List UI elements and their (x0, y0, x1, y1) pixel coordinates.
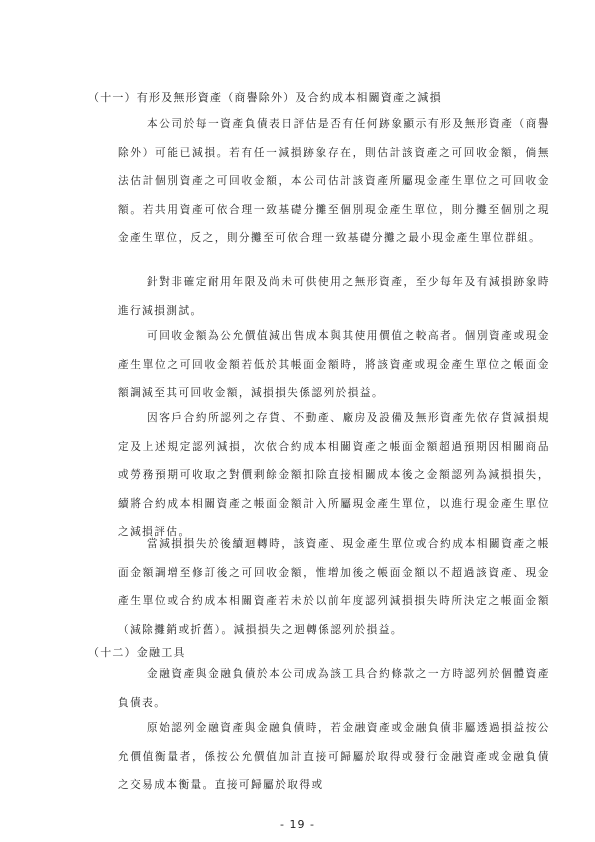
section-heading-11: （十一）有形及無形資產（商譽除外）及合約成本相關資產之減損 (88, 91, 442, 104)
paragraph: 本公司於每一資產負債表日評估是否有任何跡象顯示有形及無形資產（商譽除外）可能已減損。若有任一減損跡象存在，則估計該資產之可回收金額，倘無法估計個別資產之可回收金額，本公司估計該資產所屬現金產生單位之可回收金額。若共用資產可依合理一致基礎分攤至個別現金產生單位，則分攤至個別之現金產生單位，反之，則分攤至可依合理一致基礎分攤之最小現金產生單位群組。 (118, 118, 550, 245)
page-number: - 19 - (280, 818, 315, 831)
paragraph: 金融資產與金融負債於本公司成為該工具合約條款之一方時認列於個體資產負債表。 (118, 668, 550, 709)
paragraph: 可回收金額為公允價值減出售成本與其使用價值之較高者。個別資產或現金產生單位之可回收金額若低於其帳面金額時，將該資產或現金產生單位之帳面金額調減至其可回收金額，減損損失係認列於損益。 (118, 330, 550, 400)
section-heading-12: （十二）金融工具 (88, 646, 186, 659)
paragraph: 因客戶合約所認列之存貨、不動產、廠房及設備及無形資產先依存貨減損規定及上述規定認列減損，次依合約成本相關資產之帳面金額超過預期因相關商品或勞務預期可收取之對價剩餘金額扣除直接相關成本後之金額認列為減損損失，續將合約成本相關資產之帳面金額計入所屬現金產生單位，以進行現金產生單位之減損評估。 (118, 412, 550, 539)
paragraph: 原始認列金融資產與金融負債時，若金融資產或金融負債非屬透過損益按公允價值衡量者，係按公允價值加計直接可歸屬於取得或發行金融資產或金融負債之交易成本衡量。直接可歸屬於取得或 (118, 722, 550, 792)
paragraph: 當減損損失於後續迴轉時，該資產、現金產生單位或合約成本相關資產之帳面金額調增至修訂後之可回收金額，惟增加後之帳面金額以不超過該資產、現金產生單位或合約成本相關資產若未於以前年度認列減損損失時所決定之帳面金額（減除攤銷或折舊）。減損損失之迴轉係認列於損益。 (118, 538, 550, 636)
paragraph: 針對非確定耐用年限及尚未可供使用之無形資產，至少每年及有減損跡象時進行減損測試。 (118, 276, 550, 317)
